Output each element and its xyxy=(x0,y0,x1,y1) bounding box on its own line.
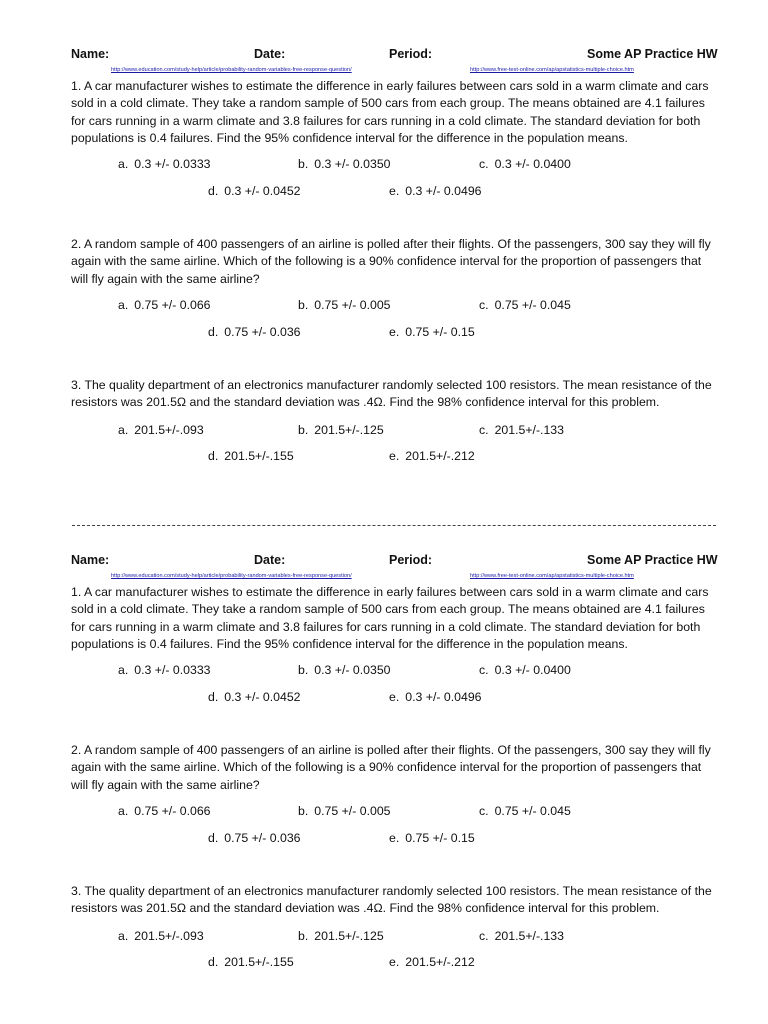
question-2-text: 2. A random sample of 400 passengers of an airline is polled after their flights. Of the passengers, 300 say they will fly again with the same airline. Which of the following is a 90% confidence interval for the proportion of passengers that will fly again with the same airline? xyxy=(71,743,711,792)
q3-option-c: c. 201.5+/-.133 xyxy=(479,423,564,437)
source-link-left[interactable]: http://www.education.com/study-help/article/probability-random-variables-free-response-question/ xyxy=(111,67,352,73)
worksheet-title: Some AP Practice HW xyxy=(587,553,718,567)
q1-option-d: d. 0.3 +/- 0.0452 xyxy=(208,690,301,704)
q2-option-e: e. 0.75 +/- 0.15 xyxy=(389,325,475,339)
q2-option-d: d. 0.75 +/- 0.036 xyxy=(208,325,301,339)
date-label: Date: xyxy=(254,47,286,61)
source-link-left[interactable]: http://www.education.com/study-help/article/probability-random-variables-free-response-question/ xyxy=(111,573,352,579)
question-1-text: 1. A car manufacturer wishes to estimate the difference in early failures between cars sold in a warm climate and cars sold in a cold climate. They take a random sample of 500 cars from each group. The means obtained are 4.1 failures for cars running in a warm climate and 3.8 failures for cars running in a cold climate. The standard deviation for both populations is 0.4 failures. Find the 95% confidence interval for the difference in the population means. xyxy=(71,79,709,145)
name-label: Name: xyxy=(71,47,110,61)
q3-option-b: b. 201.5+/-.125 xyxy=(298,929,384,943)
question-2-text: 2. A random sample of 400 passengers of an airline is polled after their flights. Of the passengers, 300 say they will fly again with the same airline. Which of the following is a 90% confidence interval for the proportion of passengers that will fly again with the same airline? xyxy=(71,237,711,286)
q3-option-c: c. 201.5+/-.133 xyxy=(479,929,564,943)
worksheet-copy-bottom xyxy=(0,506,768,1012)
q1-option-a: a. 0.3 +/- 0.0333 xyxy=(118,157,211,171)
q3-option-a: a. 201.5+/-.093 xyxy=(118,423,204,437)
question-3-text: 3. The quality department of an electronics manufacturer randomly selected 100 resistors. The mean resistance of the resistors was 201.5Ω and the standard deviation was .4Ω. Find the 98% confidence interval for this problem. xyxy=(71,884,712,916)
period-label: Period: xyxy=(389,47,433,61)
q2-option-b: b. 0.75 +/- 0.005 xyxy=(298,298,391,312)
date-label: Date: xyxy=(254,553,286,567)
question-1-text: 1. A car manufacturer wishes to estimate the difference in early failures between cars sold in a warm climate and cars sold in a cold climate. They take a random sample of 500 cars from each group. The means obtained are 4.1 failures for cars running in a warm climate and 3.8 failures for cars running in a cold climate. The standard deviation for both populations is 0.4 failures. Find the 95% confidence interval for the difference in the population means. xyxy=(71,585,709,651)
q2-option-a: a. 0.75 +/- 0.066 xyxy=(118,804,211,818)
q3-option-b: b. 201.5+/-.125 xyxy=(298,423,384,437)
q1-option-b: b. 0.3 +/- 0.0350 xyxy=(298,663,391,677)
q2-option-a: a. 0.75 +/- 0.066 xyxy=(118,298,211,312)
q1-option-a: a. 0.3 +/- 0.0333 xyxy=(118,663,211,677)
worksheet-copy-top xyxy=(0,0,768,506)
worksheet-title: Some AP Practice HW xyxy=(587,47,718,61)
q1-option-d: d. 0.3 +/- 0.0452 xyxy=(208,184,301,198)
q2-option-d: d. 0.75 +/- 0.036 xyxy=(208,831,301,845)
q3-option-d: d. 201.5+/-.155 xyxy=(208,449,294,463)
q2-option-b: b. 0.75 +/- 0.005 xyxy=(298,804,391,818)
name-label: Name: xyxy=(71,553,110,567)
q1-option-e: e. 0.3 +/- 0.0496 xyxy=(389,690,482,704)
source-link-right[interactable]: http://www.free-test-online.com/ap/apstatistics-multiple-choice.htm xyxy=(470,67,634,73)
period-label: Period: xyxy=(389,553,433,567)
q2-option-c: c. 0.75 +/- 0.045 xyxy=(479,804,571,818)
source-link-right[interactable]: http://www.free-test-online.com/ap/apstatistics-multiple-choice.htm xyxy=(470,573,634,579)
q1-option-b: b. 0.3 +/- 0.0350 xyxy=(298,157,391,171)
q1-option-e: e. 0.3 +/- 0.0496 xyxy=(389,184,482,198)
q2-option-e: e. 0.75 +/- 0.15 xyxy=(389,831,475,845)
q3-option-e: e. 201.5+/-.212 xyxy=(389,449,475,463)
q2-option-c: c. 0.75 +/- 0.045 xyxy=(479,298,571,312)
q1-option-c: c. 0.3 +/- 0.0400 xyxy=(479,157,571,171)
q3-option-e: e. 201.5+/-.212 xyxy=(389,955,475,969)
q3-option-d: d. 201.5+/-.155 xyxy=(208,955,294,969)
q3-option-a: a. 201.5+/-.093 xyxy=(118,929,204,943)
q1-option-c: c. 0.3 +/- 0.0400 xyxy=(479,663,571,677)
question-3-text: 3. The quality department of an electronics manufacturer randomly selected 100 resistors. The mean resistance of the resistors was 201.5Ω and the standard deviation was .4Ω. Find the 98% confidence interval for this problem. xyxy=(71,378,712,410)
